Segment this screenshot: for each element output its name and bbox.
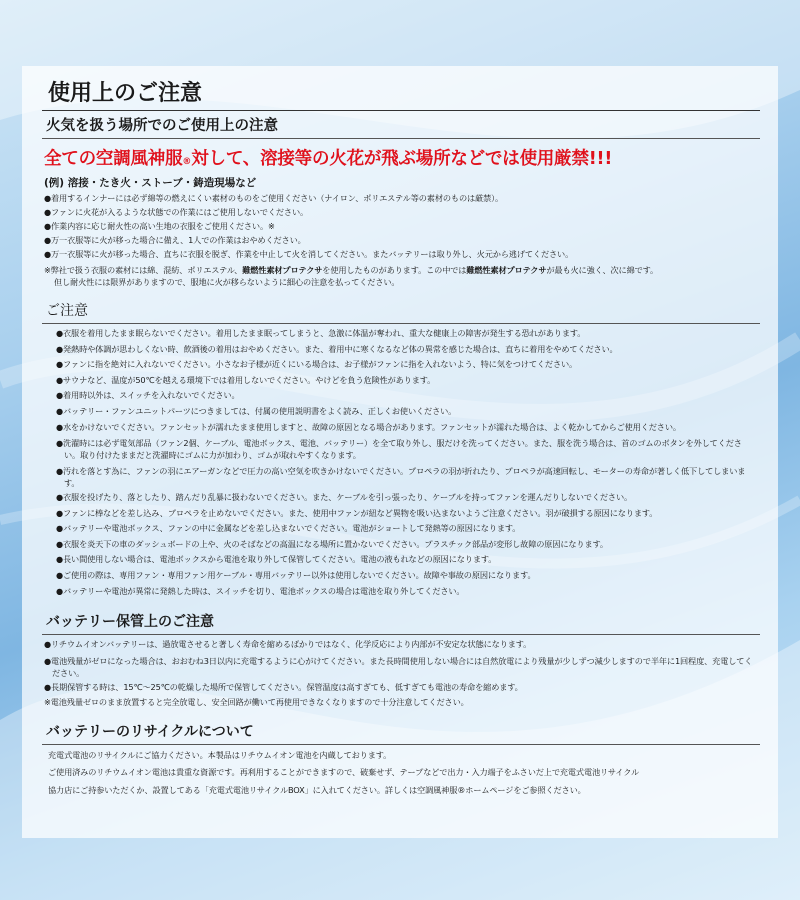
note-bold: 難燃性素材プロテクサ bbox=[242, 265, 323, 275]
caution-list bbox=[42, 326, 760, 599]
list-item: ● バッテリーや電池ボックス、ファンの中に金属などを差し込まないでください。電池がショートして発熱等の原因になります。 bbox=[42, 521, 760, 537]
list-item: ● バッテリーや電池が異常に発熱した時は、スイッチを切り、電池ボックスの場合は電池を取り外してください。 bbox=[42, 584, 760, 600]
caution-heading: ご注意 bbox=[42, 302, 760, 324]
warning-main: 全ての空調風神服 bbox=[44, 149, 183, 169]
list-item: ● 発熱時や体調が思わしくない時、飲酒後の着用はおやめください。また、着用中に寒くなるなど体の異常を感じた場合は、直ちに着用をやめてください。 bbox=[42, 342, 760, 358]
list-item: ● リチウムイオンバッテリーは、過放電させると著しく寿命を縮めるばかりではなく、化学反応により内部が不安定な状態になります。 bbox=[42, 637, 760, 653]
registered-mark: ® bbox=[182, 157, 192, 167]
note-part: が最も火に強く、次に綿です。 bbox=[546, 265, 659, 275]
list-item: ● 電池残量がゼロになった場合は、おおむね3日以内に充電するように心がけてください。また長時間使用しない場合には自然放電により残量が少しずつ減少しますので半年に1回程度、充電してください。 bbox=[42, 653, 760, 680]
list-item: ● ファンに指を絶対に入れないでください。小さなお子様が近くにいる場合は、お子様がファンに指を入れないよう、特に気をつけてください。 bbox=[42, 357, 760, 373]
list-item: ● 長期保管する時は、15℃〜25℃の乾燥した場所で保管してください。保管温度は高すぎても、低すぎても電池の寿命を縮めます。 bbox=[42, 680, 760, 696]
notice-panel bbox=[22, 66, 778, 838]
battery-heading: バッテリー保管上のご注意 bbox=[42, 613, 760, 635]
fire-item: ●作業内容に応じ耐火性の高い生地の衣服をご使用ください。※ bbox=[44, 221, 275, 231]
note-part: を使用したものがあります。この中では bbox=[322, 265, 467, 275]
note-bold: 難燃性素材プロテクサ bbox=[466, 265, 547, 275]
list-item: ● ご使用の際は、専用ファン・専用ファン用ケーブル・専用バッテリー以外は使用しないでください。故障や事故の原因になります。 bbox=[42, 568, 760, 584]
warning-rest: 対して、溶接等の火花が飛ぶ場所などでは使用厳禁!!! bbox=[191, 149, 613, 169]
list-item: ● サウナなど、温度が50℃を越える環境下では着用しないでください。やけどを負う危険性があります。 bbox=[42, 373, 760, 389]
recycle-heading: バッテリーのリサイクルについて bbox=[42, 723, 760, 745]
recycle-line: 協力店にご持参いただくか、設置してある「充電式電池リサイクルBOX」に入れてください。詳しくは空調風神服®ホームページをご参照ください。 bbox=[48, 784, 586, 795]
fire-warning bbox=[44, 148, 760, 173]
list-item: ● 水をかけないでください。ファンセットが濡れたまま使用しますと、故障の原因となる場合があります。ファンセットが濡れた場合は、よく乾かしてからご使用ください。 bbox=[42, 420, 760, 436]
list-item: ● 汚れを落とす為に、ファンの羽にエアーガンなどで圧力の高い空気を吹きかけないでください。プロペラの羽が折れたり、プロペラが高速回転し、モーターの寿命が著しく低下してしまいます。 bbox=[42, 463, 760, 490]
fire-note bbox=[44, 265, 760, 277]
fire-example: (例) 溶接・たき火・ストーブ・鋳造現場など bbox=[44, 177, 257, 189]
fire-item: ●着用するインナーには必ず綿等の燃えにくい素材のものをご使用ください（ナイロン、ポリエステル等の素材のものは厳禁）。 bbox=[44, 193, 504, 203]
fire-note-line2: 但し耐火性には限界がありますので、服地に火が移らないように細心の注意を払ってください。 bbox=[54, 276, 400, 287]
list-item: ● 衣服を着用したまま眠らないでください。着用したまま眠ってしまうと、急激に体温が奪われ、重大な健康上の障害が発生する恐れがあります。 bbox=[42, 326, 760, 342]
fire-item: ●ファンに火花が入るような状態での作業にはご使用しないでください。 bbox=[44, 207, 309, 217]
list-item: ● バッテリー・ファンユニットパーツにつきましては、付属の使用説明書をよく読み、正しくお使いください。 bbox=[42, 404, 760, 420]
fire-section-heading: 火気を扱う場所でのご使用上の注意 bbox=[42, 117, 760, 139]
fire-item: ●万一衣服等に火が移った場合、直ちに衣服を脱ぎ、作業を中止して火を消してください。またバッテリーは取り外し、火元から逃げてください。 bbox=[44, 249, 574, 259]
recycle-line: ご使用済みのリチウムイオン電池は貴重な資源です。再利用することができますので、破棄せず、テープなどで出力・入力端子をふさいだ上で充電式電池リサイクル bbox=[48, 767, 640, 778]
list-item: ● 長い間使用しない場合は、電池ボックスから電池を取り外して保管してください。電池の液もれなどの原因になります。 bbox=[42, 552, 760, 568]
fire-item: ●万一衣服等に火が移った場合に備え、1人での作業はおやめください。 bbox=[44, 235, 306, 245]
recycle-line: 充電式電池のリサイクルにご協力ください。本製品はリチウムイオン電池を内蔵しております。 bbox=[48, 749, 392, 760]
battery-note: ※電池残量ゼロのまま放置すると完全放電し、安全回路が働いて再使用できなくなりますので十分注意してください。 bbox=[44, 696, 469, 707]
list-item: ● 洗濯時には必ず電気部品（ファン2個、ケーブル、電池ボックス、電池、バッテリー）を全て取り外し、服だけを洗ってください。また、服を洗う場合は、首のゴムのボタンを外してください。取り付けたままだと洗濯時にゴムに力が加わり、ゴムが取れやすくなります。 bbox=[42, 435, 760, 462]
list-item: ● 着用時以外は、スイッチを入れないでください。 bbox=[42, 388, 760, 404]
page-title: 使用上のご注意 bbox=[42, 80, 760, 111]
list-item: ● 衣服を炎天下の車のダッシュボードの上や、火のそばなどの高温になる場所に置かないでください。プラスチック部品が変形し故障の原因になります。 bbox=[42, 537, 760, 553]
list-item: ● 衣服を投げたり、落としたり、踏んだり乱暴に扱わないでください。また、ケーブルを引っ張ったり、ケーブルを持ってファンを運んだりしないでください。 bbox=[42, 490, 760, 506]
list-item: ● ファンに棒などを差し込み、プロペラを止めないでください。また、使用中ファンが紐など異物を吸い込まないようご注意ください。羽が破損する原因になります。 bbox=[42, 506, 760, 522]
note-part: ※弊社で扱う衣服の素材には綿、混紡、ポリエステル、 bbox=[44, 265, 243, 275]
battery-list bbox=[42, 637, 760, 696]
